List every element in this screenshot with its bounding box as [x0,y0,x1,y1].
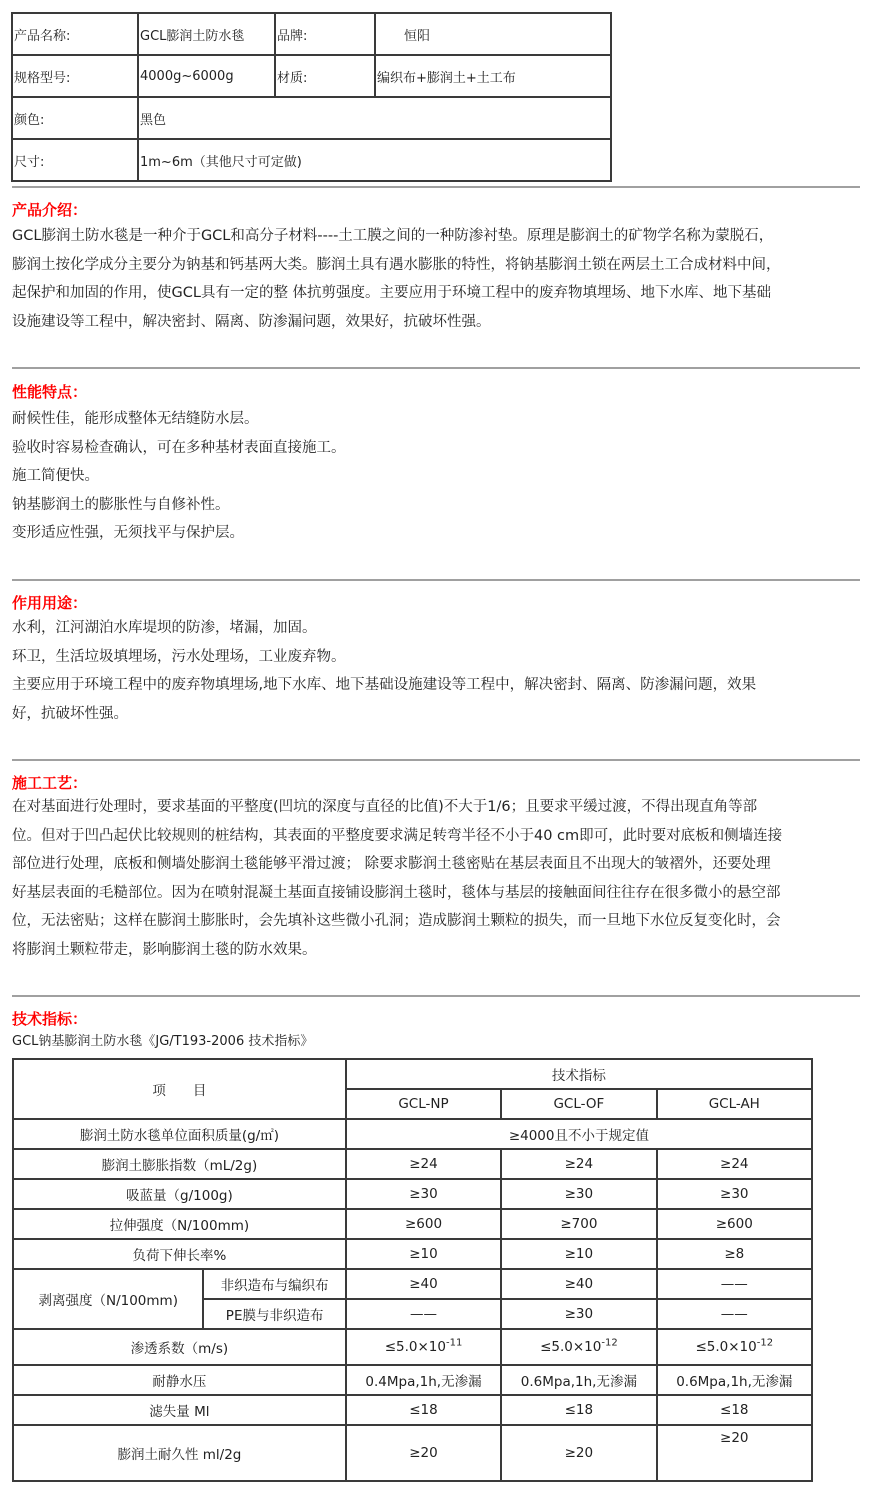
list-item: 环卫，生活垃圾填埋场，污水处理场，工业废弃物。 [12,648,346,665]
cell-value: ≥30 [501,1179,656,1209]
cell-value: ≤18 [657,1395,812,1425]
cell-value: ≥700 [501,1209,656,1239]
text-line: 起保护和加固的作用，使GCL具有一定的整 体抗剪强度。主要应用于环境工程中的废弃物填埋场、地下水库、地下基础 [12,285,772,301]
cell-value: ≥600 [657,1209,812,1239]
cell-value: ≥24 [657,1149,812,1179]
cell-value: —— [346,1299,501,1329]
uses-list [12,614,862,728]
construction-paragraph [12,793,862,964]
cell-value: ≥10 [501,1239,656,1269]
text-line: 设施建设等工程中，解决密封、隔离、防渗漏问题，效果好，抗破坏性强。 [12,313,491,330]
sub-row-label: PE膜与非织造布 [203,1299,345,1329]
row-label: 膨润土耐久性 ml/2g [13,1425,346,1481]
table-row [13,1179,812,1209]
table-row [12,55,611,97]
row-label: 负荷下伸长率% [13,1239,346,1269]
section-title-uses: 作用用途： [12,594,88,612]
spec-table [12,1058,813,1482]
cell-value: ≥8 [657,1239,812,1269]
list-item: 水利，江河湖泊水库堤坝的防渗，堵漏，加固。 [12,620,317,636]
list-item: 施工简便快。 [12,468,99,484]
sub-row-label: 非织造布与编织布 [203,1269,345,1299]
table-row [13,1329,812,1365]
text-line: 位，无法密贴；这样在膨润土膨胀时，会先填补这些微小孔洞；造成膨润土颗粒的损失，而一旦地下水位反复变化时，会 [12,913,781,929]
value-base: ≤5.0×10 [695,1339,757,1355]
divider [12,186,860,188]
product-name-value: GCL膨润土防水毯 [138,13,275,55]
cell-value: ≥30 [346,1179,501,1209]
list-item: 验收时容易检查确认，可在多种基材表面直接施工。 [12,439,346,456]
product-name-label: 产品名称: [12,13,138,55]
table-row [13,1269,812,1299]
list-item: 主要应用于环境工程中的废弃物填埋场,地下水库、地下基础设施建设等工程中，解决密封、隔离、防渗漏问题，效果 [12,677,757,693]
text-line: 膨润土按化学成分主要分为钠基和钙基两大类。膨润土具有遇水膨胀的特性，将钠基膨润土锁在两层土工合成材料中间， [12,256,781,273]
size-label: 尺寸: [12,139,138,181]
cell-value: ≥20 [657,1425,812,1481]
product-info-table [11,12,612,182]
cell-value: 0.6Mpa,1h,无渗漏 [657,1365,812,1395]
model-label: 规格型号: [12,55,138,97]
row-label: 耐静水压 [13,1365,346,1395]
color-label: 颜色: [12,97,138,139]
group-header: 技术指标 [346,1059,812,1089]
divider [12,759,860,761]
cell-value: ≥20 [501,1425,656,1481]
divider [12,367,860,369]
table-row [13,1119,812,1149]
value-exponent: -12 [756,1337,774,1349]
divider [12,579,860,581]
item-header: 项 目 [13,1059,346,1119]
table-row [12,97,611,139]
row-label: 膨润土膨胀指数（mL/2g) [13,1149,346,1179]
cell-value: —— [657,1269,812,1299]
spec-subtitle: GCL钠基膨润土防水毯《JG/T193-2006 技术指标》 [12,1034,314,1049]
table-row [13,1395,812,1425]
section-title-construction: 施工工艺： [12,774,88,792]
row-label: 滤失量 Ml [13,1395,346,1425]
cell-value [501,1329,656,1365]
cell-value: 0.6Mpa,1h,无渗漏 [501,1365,656,1395]
column-header: GCL-OF [501,1089,656,1119]
material-value: 编织布+膨润土+土工布 [375,55,611,97]
text-line: 将膨润土颗粒带走，影响膨润土毯的防水效果。 [12,941,317,958]
table-row [13,1365,812,1395]
cell-value: ≥24 [501,1149,656,1179]
value-exponent: -11 [445,1337,463,1349]
table-row [13,1209,812,1239]
section-title-intro: 产品介绍： [12,201,88,219]
features-list [12,405,862,548]
cell-value: 0.4Mpa,1h,无渗漏 [346,1365,501,1395]
text-line: 位。但对于凹凸起伏比较规则的桩结构，其表面的平整度要求满足转弯半径不小于40 cm即可，此时要对底板和侧墙连接 [12,827,783,844]
list-item: 好，抗破坏性强。 [12,705,128,722]
cell-value: ≥30 [657,1179,812,1209]
text-line: 好基层表面的毛糙部位。因为在喷射混凝土基面直接铺设膨润土毯时，毯体与基层的接触面间往往存在很多微小的悬空部 [12,884,781,901]
cell-value: ≥30 [501,1299,656,1329]
value-base: ≤5.0×10 [540,1339,602,1355]
brand-label: 品牌: [275,13,375,55]
list-item: 耐候性佳，能形成整体无结缝防水层。 [12,411,259,427]
cell-value [657,1329,812,1365]
value-exponent: -12 [601,1337,618,1349]
cell-value [346,1329,501,1365]
list-item: 变形适应性强，无须找平与保护层。 [12,525,244,541]
cell-value: ≥40 [501,1269,656,1299]
table-row [13,1239,812,1269]
text-line: 在对基面进行处理时，要求基面的平整度(凹坑的深度与直径的比值)不大于1/6；且要求平缓过渡，不得出现直角等部 [12,799,758,815]
cell-value: ≤18 [501,1395,656,1425]
cell-value: —— [657,1299,812,1329]
list-item: 钠基膨润土的膨胀性与自修补性。 [12,496,230,513]
brand-value: 恒阳 [375,13,611,55]
color-value: 黑色 [138,97,611,139]
cell-value: ≤18 [346,1395,501,1425]
divider [12,995,860,997]
cell-value: ≥40 [346,1269,501,1299]
row-label: 膨润土防水毯单位面积质量(g/㎡) [13,1119,346,1149]
cell-value: ≥24 [346,1149,501,1179]
section-title-specs: 技术指标： [12,1010,88,1028]
table-header-row [13,1059,812,1089]
intro-paragraph [12,222,862,336]
cell-value: ≥10 [346,1239,501,1269]
text-line: GCL膨润土防水毯是一种介于GCL和高分子材料----土工膜之间的一种防渗衬垫。原理是膨润土的矿物学名称为蒙脱石， [12,228,774,244]
row-label: 吸蓝量（g/100g) [13,1179,346,1209]
row-label: 剥离强度（N/100mm) [13,1269,203,1329]
cell-value: ≥20 [346,1425,501,1481]
cell-value: ≥4000且不小于规定值 [346,1119,812,1149]
model-value: 4000g~6000g [138,55,275,97]
row-label: 渗透系数（m/s) [13,1329,346,1365]
section-title-features: 性能特点： [12,383,88,401]
row-label: 拉伸强度（N/100mm) [13,1209,346,1239]
table-row [13,1149,812,1179]
size-value: 1m~6m（其他尺寸可定做) [138,139,611,181]
column-header: GCL-NP [346,1089,501,1119]
text-line: 部位进行处理，底板和侧墙处膨润土毯能够平滑过渡； 除要求膨润土毯密贴在基层表面且不出现大的皱褶外，还要处理 [12,856,771,872]
table-row [13,1425,812,1481]
value-base: ≤5.0×10 [384,1339,446,1355]
table-row [12,13,611,55]
table-row [12,139,611,181]
material-label: 材质: [275,55,375,97]
column-header: GCL-AH [657,1089,812,1119]
cell-value: ≥600 [346,1209,501,1239]
